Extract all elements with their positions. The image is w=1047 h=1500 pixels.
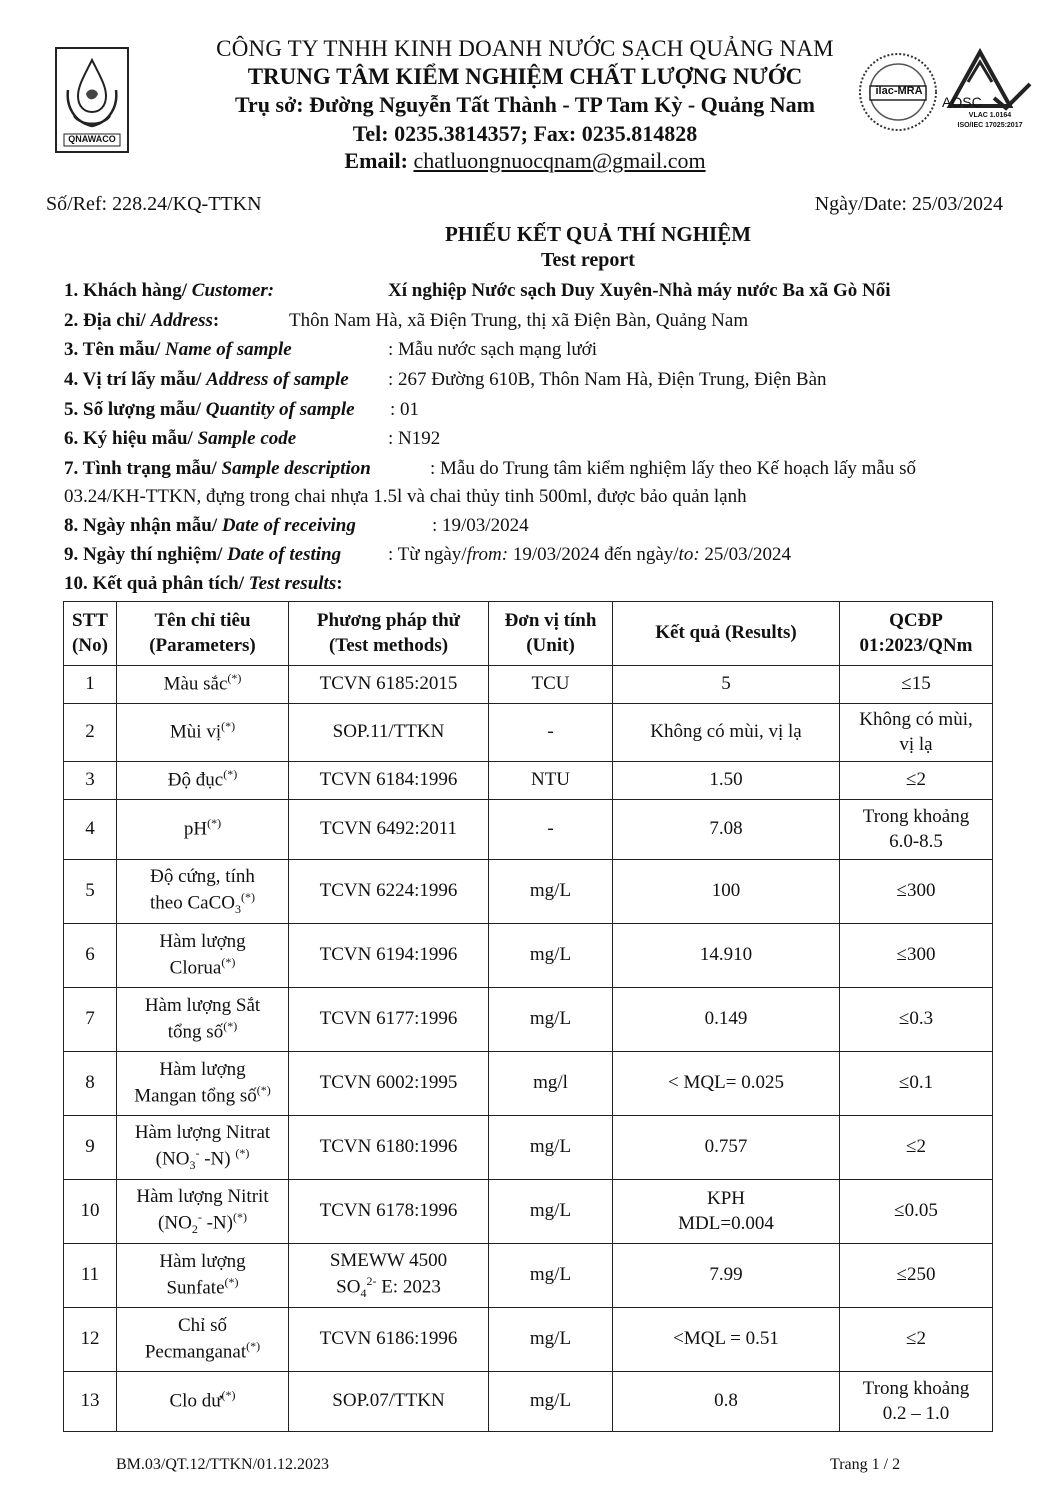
limit-line-1: ≤300: [896, 880, 936, 902]
method-charge: 2-: [366, 1273, 377, 1288]
page-number: Trang 1 / 2: [830, 1456, 901, 1473]
parameter-line-1: Clo dư: [169, 1390, 222, 1412]
accredited-mark: (*): [256, 1082, 271, 1097]
result-line-1: 1.50: [709, 769, 743, 791]
cell-parameter: [117, 666, 289, 704]
cell-parameter: [117, 1372, 289, 1432]
accredited-mark: (*): [246, 1338, 261, 1353]
header-unit: Đơn vị tính (Unit): [489, 602, 613, 666]
sample-code-value: : N192: [388, 428, 441, 449]
parameter-suffix: -N): [201, 1212, 233, 1234]
result-line-1: KPH: [706, 1187, 745, 1209]
cell-method: [289, 1052, 489, 1116]
parameter-line-1: Hàm lượng Nitrit: [136, 1186, 269, 1208]
limit-line-1: ≤0.3: [898, 1008, 934, 1030]
cell-unit: mg/L: [489, 1244, 613, 1308]
parameter-line-1: Mùi vị: [169, 721, 222, 743]
parameter-line-1: Độ cứng, tính: [150, 866, 255, 888]
cell-result: [613, 1308, 840, 1372]
company-logo: [54, 46, 130, 154]
cell-unit: mg/L: [489, 1116, 613, 1180]
cell-no: 1: [64, 666, 117, 704]
cell-limit: [840, 1372, 993, 1432]
cell-result: [613, 860, 840, 924]
table-row: [64, 762, 993, 800]
description-value-1: : Mẫu do Trung tâm kiểm nghiệm lấy theo Kế hoạch lấy mẫu số: [430, 458, 917, 479]
method-line-1: SOP.07/TTKN: [332, 1390, 445, 1412]
cell-limit: [840, 1116, 993, 1180]
results-table: [63, 601, 993, 1432]
cell-parameter: [117, 988, 289, 1052]
company-name: CÔNG TY TNHH KINH DOANH NƯỚC SẠCH QUẢNG NAM: [216, 36, 834, 61]
parameter-suffix: -N): [199, 1148, 236, 1170]
cell-limit: [840, 1244, 993, 1308]
cell-result: [613, 666, 840, 704]
cell-unit: -: [489, 704, 613, 762]
accredited-mark: (*): [221, 719, 236, 734]
result-line-1: 5: [721, 673, 731, 695]
cell-method: [289, 1116, 489, 1180]
limit-line-1: ≤2: [906, 769, 926, 791]
company-phone: Tel: 0235.3814357; Fax: 0235.814828: [352, 121, 698, 146]
cell-unit: mg/l: [489, 1052, 613, 1116]
company-address: Trụ sở: Đường Nguyễn Tất Thành - TP Tam Kỳ - Quảng Nam: [235, 92, 815, 117]
result-line-1: Không có mùi, vị lạ: [650, 721, 802, 743]
logo-text: QNAWACO: [68, 134, 116, 144]
accredited-mark: (*): [224, 1274, 239, 1289]
cell-parameter: [117, 704, 289, 762]
testing-value: : Từ ngày/from: 19/03/2024 đến ngày/to: 25/03/2024: [388, 544, 791, 565]
cell-no: 9: [64, 1116, 117, 1180]
cell-method: [289, 800, 489, 860]
limit-line-2: 0.2 – 1.0: [882, 1402, 950, 1424]
method-line-1: TCVN 6184:1996: [319, 769, 458, 791]
method-line-1: SOP.11/TTKN: [332, 721, 445, 743]
sample-address-value: : 267 Đường 610B, Thôn Nam Hà, Điện Trung, Điện Bàn: [388, 369, 827, 390]
cell-no: 2: [64, 704, 117, 762]
cell-parameter: [117, 924, 289, 988]
accredited-mark: (*): [232, 1209, 247, 1224]
cell-result: [613, 1116, 840, 1180]
parameter-line-2: Clorua: [169, 957, 222, 979]
form-code: BM.03/QT.12/TTKN/01.12.2023: [116, 1456, 330, 1473]
limit-line-1: ≤300: [896, 944, 936, 966]
cell-result: [613, 704, 840, 762]
parameter-line-1: pH: [183, 818, 208, 840]
cell-no: 6: [64, 924, 117, 988]
cell-parameter: [117, 1116, 289, 1180]
parameter-line-1: Độ đục: [167, 769, 224, 791]
address-value: Thôn Nam Hà, xã Điện Trung, thị xã Điện Bàn, Quảng Nam: [289, 310, 749, 331]
parameter-line-1: Màu sắc: [163, 673, 228, 695]
cell-no: 11: [64, 1244, 117, 1308]
aosc-label: AOSC: [942, 94, 982, 110]
cell-method: [289, 762, 489, 800]
cell-unit: mg/L: [489, 988, 613, 1052]
cell-unit: mg/L: [489, 1372, 613, 1432]
table-row: [64, 800, 993, 860]
table-header-row: [64, 602, 993, 666]
result-line-1: 7.08: [709, 818, 743, 840]
method-line-1: TCVN 6002:1995: [319, 1072, 458, 1094]
method-line-1: TCVN 6177:1996: [319, 1008, 458, 1030]
cell-unit: mg/L: [489, 860, 613, 924]
cell-limit: [840, 1052, 993, 1116]
method-line-1: TCVN 6224:1996: [319, 880, 458, 902]
parameter-subscript: 2: [191, 1222, 198, 1237]
table-row: [64, 1372, 993, 1432]
cell-parameter: [117, 800, 289, 860]
cell-method: [289, 1180, 489, 1244]
cell-result: [613, 988, 840, 1052]
limit-line-1: ≤15: [901, 673, 931, 695]
info-sample-code: 6. Ký hiệu mẫu/ Sample code : N192: [64, 428, 441, 449]
email-label: Email:: [344, 148, 414, 173]
parameter-line-1: Hàm lượng Sắt: [144, 995, 261, 1017]
sample-name-value: : Mẫu nước sạch mạng lưới: [388, 339, 598, 360]
receiving-value: : 19/03/2024: [432, 515, 529, 536]
accredited-mark: (*): [223, 767, 238, 782]
parameter-line-1: Hàm lượng: [159, 1059, 246, 1081]
method-suffix: E: 2023: [376, 1276, 441, 1298]
results-table-body: [64, 666, 993, 1432]
result-line-1: < MQL= 0.025: [668, 1072, 784, 1094]
method-subscript: 4: [360, 1286, 367, 1301]
cell-result: [613, 1372, 840, 1432]
accredited-mark: (*): [227, 671, 242, 686]
parameter-line-1: Hàm lượng: [159, 1251, 246, 1273]
cell-result: [613, 800, 840, 860]
info-sample-name: 3. Tên mẫu/ Name of sample : Mẫu nước sạch mạng lưới: [64, 339, 598, 360]
table-row: [64, 704, 993, 762]
cell-method: [289, 988, 489, 1052]
ilac-mra-label: ilac-MRA: [875, 85, 923, 97]
result-line-1: 7.99: [709, 1264, 743, 1286]
method-line-1: TCVN 6180:1996: [319, 1136, 458, 1158]
cell-parameter: [117, 762, 289, 800]
cell-method: [289, 924, 489, 988]
table-row: [64, 1180, 993, 1244]
cell-limit: [840, 704, 993, 762]
limit-line-1: ≤2: [906, 1136, 926, 1158]
parameter-line-2: Pecmanganat: [144, 1341, 247, 1363]
header-no: STT (No): [64, 602, 117, 666]
result-line-2: MDL=0.004: [678, 1212, 774, 1234]
cell-no: 10: [64, 1180, 117, 1244]
reference-number: Số/Ref: 228.24/KQ-TTKN: [46, 193, 262, 215]
accredited-mark: (*): [240, 889, 255, 904]
cell-limit: [840, 988, 993, 1052]
accredited-mark: (*): [207, 816, 222, 831]
info-address: 2. Địa chỉ/ Address: Thôn Nam Hà, xã Điện Trung, thị xã Điện Bàn, Quảng Nam: [64, 310, 749, 331]
method-line-1: SMEWW 4500: [329, 1250, 448, 1272]
limit-line-1: ≤0.05: [894, 1200, 938, 1222]
report-date: Ngày/Date: 25/03/2024: [814, 193, 1003, 215]
info-customer: 1. Khách hàng/ Customer: Xí nghiệp Nước sạch Duy Xuyên-Nhà máy nước Ba xã Gò Nổi: [64, 280, 891, 301]
limit-line-1: Trong khoảng: [862, 805, 970, 827]
cell-result: [613, 1180, 840, 1244]
cell-unit: mg/L: [489, 1180, 613, 1244]
table-row: [64, 860, 993, 924]
parameter-line-2: theo CaCO: [150, 892, 235, 914]
table-row: [64, 924, 993, 988]
result-line-1: 100: [711, 880, 741, 902]
method-line-1: TCVN 6492:2011: [319, 818, 458, 840]
cell-parameter: [117, 1052, 289, 1116]
parameter-charge: -: [195, 1145, 200, 1160]
cell-no: 7: [64, 988, 117, 1052]
cell-no: 8: [64, 1052, 117, 1116]
cell-method: [289, 860, 489, 924]
cell-unit: mg/L: [489, 1308, 613, 1372]
info-quantity: 5. Số lượng mẫu/ Quantity of sample : 01: [64, 399, 420, 420]
header-limit: QCĐP 01:2023/QNm: [840, 602, 993, 666]
method-line-1: TCVN 6186:1996: [319, 1328, 458, 1350]
limit-line-1: ≤0.1: [898, 1072, 934, 1094]
parameter-line-2: (NO: [158, 1212, 192, 1234]
parameter-subscript: 3: [189, 1158, 196, 1173]
parameter-subscript: 3: [234, 902, 241, 917]
limit-line-1: Không có mùi,: [859, 708, 973, 730]
info-receiving: 8. Ngày nhận mẫu/ Date of receiving : 19/03/2024: [64, 515, 529, 536]
limit-line-1: ≤250: [896, 1264, 936, 1286]
vilas-code: VLAC 1.0164: [968, 112, 1012, 119]
cell-limit: [840, 924, 993, 988]
cell-result: [613, 924, 840, 988]
parameter-line-2: Sunfate: [166, 1277, 225, 1299]
cell-no: 12: [64, 1308, 117, 1372]
parameter-line-2: Mangan tổng số: [134, 1085, 257, 1107]
cell-unit: NTU: [489, 762, 613, 800]
cell-limit: [840, 666, 993, 704]
accredited-mark: (*): [221, 1388, 236, 1403]
info-results: 10. Kết quả phân tích/ Test results:: [64, 573, 343, 594]
cell-limit: [840, 1308, 993, 1372]
center-name: TRUNG TÂM KIỂM NGHIỆM CHẤT LƯỢNG NƯỚC: [247, 64, 803, 89]
table-row: [64, 1244, 993, 1308]
accredited-mark: (*): [223, 1018, 238, 1033]
cell-parameter: [117, 1244, 289, 1308]
cell-no: 3: [64, 762, 117, 800]
parameter-line-2: (NO: [155, 1148, 190, 1170]
method-line-1: TCVN 6185:2015: [319, 673, 458, 695]
description-value-2: 03.24/KH-TTKN, đựng trong chai nhựa 1.5l và chai thủy tinh 500ml, được bảo quản lạnh: [64, 486, 747, 507]
result-line-1: 0.757: [704, 1136, 748, 1158]
header-parameters: Tên chỉ tiêu (Parameters): [117, 602, 289, 666]
limit-line-1: ≤2: [906, 1328, 926, 1350]
report-subtitle: Test report: [541, 249, 635, 271]
info-testing: 9. Ngày thí nghiệm/ Date of testing : Từ ngày/from: 19/03/2024 đến ngày/to: 25/03/2024: [64, 544, 791, 565]
cell-limit: [840, 762, 993, 800]
cell-method: [289, 1244, 489, 1308]
iso-standard: ISO/IEC 17025:2017: [957, 122, 1023, 129]
parameter-line-1: Hàm lượng: [159, 931, 246, 953]
cell-result: [613, 1244, 840, 1308]
limit-line-1: Trong khoảng: [862, 1377, 970, 1399]
cell-result: [613, 762, 840, 800]
result-line-1: <MQL = 0.51: [673, 1328, 779, 1350]
cell-result: [613, 1052, 840, 1116]
result-line-1: 0.149: [704, 1008, 748, 1030]
info-sample-address: 4. Vị trí lấy mẫu/ Address of sample : 267 Đường 610B, Thôn Nam Hà, Điện Trung, Điện Bàn: [64, 369, 827, 390]
cell-method: [289, 1308, 489, 1372]
cell-parameter: [117, 1180, 289, 1244]
cell-no: 5: [64, 860, 117, 924]
method-line-1: TCVN 6194:1996: [319, 944, 458, 966]
cell-parameter: [117, 1308, 289, 1372]
cell-limit: [840, 1180, 993, 1244]
cell-method: [289, 704, 489, 762]
parameter-line-1: Chỉ số: [177, 1315, 228, 1337]
accredited-mark: (*): [221, 954, 236, 969]
cell-parameter: [117, 860, 289, 924]
method-line-2: SO: [336, 1276, 361, 1298]
parameter-line-2: tổng số: [167, 1021, 224, 1043]
quantity-value: : 01: [390, 399, 420, 420]
cell-unit: -: [489, 800, 613, 860]
cell-limit: [840, 800, 993, 860]
table-row: [64, 666, 993, 704]
table-row: [64, 1052, 993, 1116]
table-row: [64, 988, 993, 1052]
cell-unit: mg/L: [489, 924, 613, 988]
cell-method: [289, 666, 489, 704]
company-email-line: [130, 148, 920, 174]
cell-unit: TCU: [489, 666, 613, 704]
customer-value: Xí nghiệp Nước sạch Duy Xuyên-Nhà máy nước Ba xã Gò Nổi: [388, 280, 891, 301]
parameter-charge: -: [197, 1209, 202, 1224]
cell-method: [289, 1372, 489, 1432]
accredited-mark: (*): [235, 1145, 250, 1160]
cell-no: 4: [64, 800, 117, 860]
method-line-1: TCVN 6178:1996: [319, 1200, 458, 1222]
cell-limit: [840, 860, 993, 924]
table-row: [64, 1116, 993, 1180]
table-row: [64, 1308, 993, 1372]
parameter-line-1: Hàm lượng Nitrat: [134, 1122, 271, 1144]
report-title: PHIẾU KẾT QUẢ THÍ NGHIỆM: [444, 222, 752, 246]
email-link[interactable]: chatluongnuocqnam@gmail.com: [413, 148, 706, 173]
result-line-1: 0.8: [714, 1390, 738, 1412]
limit-line-2: vị lạ: [899, 733, 933, 755]
result-line-1: 14.910: [699, 944, 753, 966]
header-results: Kết quả (Results): [613, 602, 840, 666]
limit-line-2: 6.0-8.5: [889, 830, 943, 852]
info-description: 7. Tình trạng mẫu/ Sample description : Mẫu do Trung tâm kiểm nghiệm lấy theo Kế hoạch lấy mẫu số: [64, 458, 917, 479]
header-test-methods: Phương pháp thử (Test methods): [289, 602, 489, 666]
cell-no: 13: [64, 1372, 117, 1432]
